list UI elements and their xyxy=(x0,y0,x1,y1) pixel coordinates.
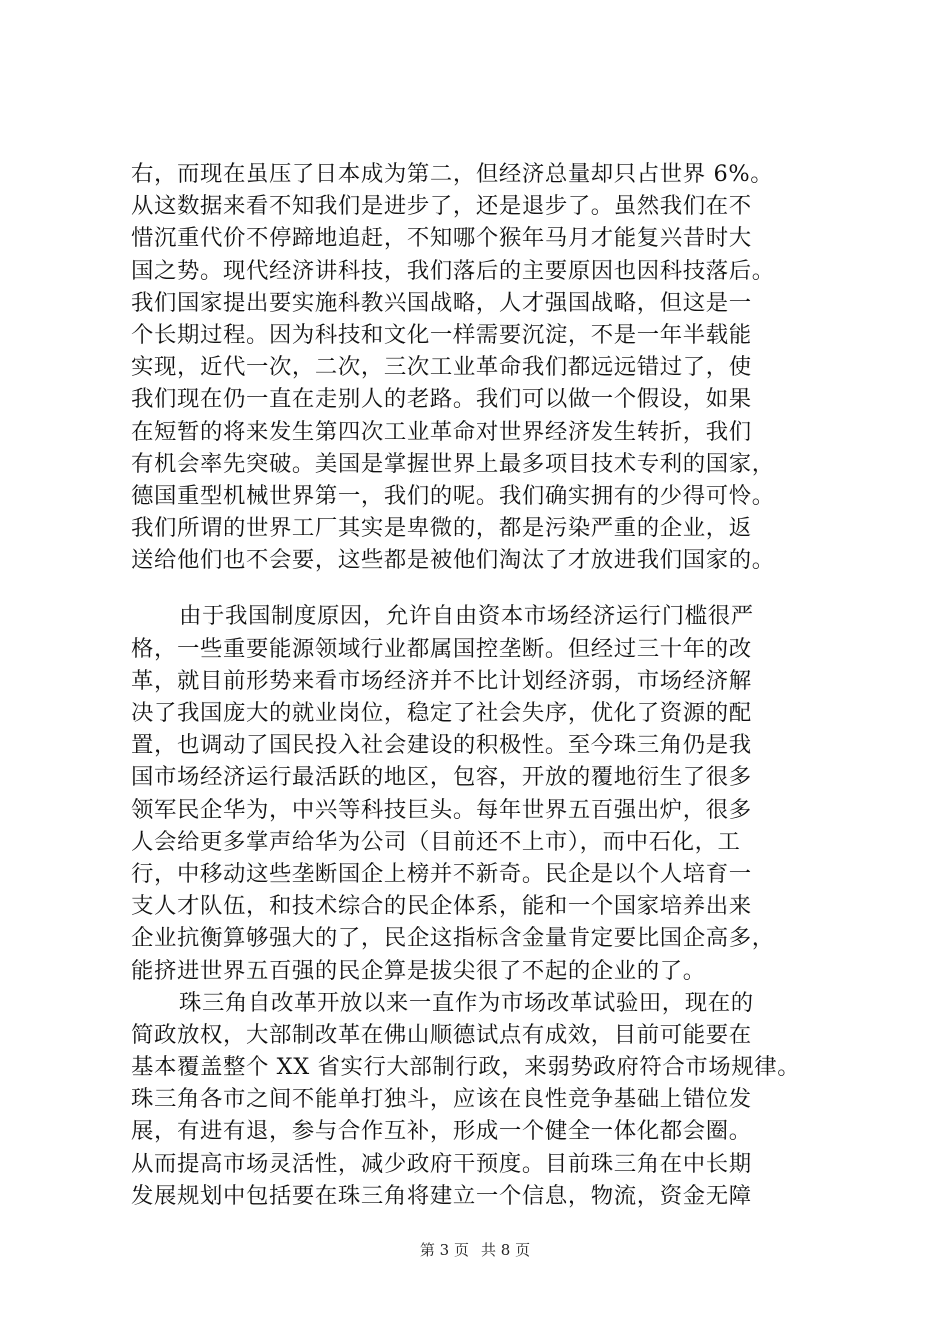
document-body xyxy=(131,158,851,1212)
text-line: 决了我国庞大的就业岗位，稳定了社会失序，优化了资源的配 xyxy=(131,700,752,726)
text-line: 珠三角自改革开放以来一直作为市场改革试验田，现在的 xyxy=(179,989,754,1016)
text-line: 德国重型机械世界第一，我们的呢。我们确实拥有的少得可怜。 xyxy=(131,482,775,509)
text-line: 人会给更多掌声给华为公司（目前还不上市），而中石化，工 xyxy=(131,828,741,855)
text-line: 企业抗衡算够强大的了，民企这指标含金量肯定要比国企高多， xyxy=(131,925,775,952)
text-line: 基本覆盖整个 XX 省实行大部制行政，来弱势政府符合市场规律。 xyxy=(131,1054,801,1081)
text-line: 国市场经济运行最活跃的地区，包容，开放的覆地衍生了很多 xyxy=(131,764,752,791)
text-line: 从而提高市场灵活性，减少政府干预度。目前珠三角在中长期 xyxy=(131,1150,752,1177)
text-line: 右，而现在虽压了日本成为第二，但经济总量却只占世界 6%。 xyxy=(131,161,774,187)
text-line: 支人才队伍，和技术综合的民企体系，能和一个国家培养出来 xyxy=(131,893,752,920)
text-line: 个长期过程。因为科技和文化一样需要沉淀，不是一年半载能 xyxy=(131,321,752,348)
text-line: 我们国家提出要实施科教兴国战略，人才强国战略，但这是一 xyxy=(131,289,752,316)
text-line: 发展规划中包括要在珠三角将建立一个信息，物流，资金无障 xyxy=(131,1182,752,1209)
text-line: 领军民企华为，中兴等科技巨头。每年世界五百强出炉，很多 xyxy=(131,796,752,823)
text-line: 在短暂的将来发生第四次工业革命对世界经济发生转折，我们 xyxy=(131,418,752,445)
text-line: 国之势。现代经济讲科技，我们落后的主要原因也因科技落后。 xyxy=(131,257,775,284)
page-number: 第 3 页 xyxy=(419,1241,469,1259)
text-line: 实现，近代一次，二次，三次工业革命我们都远远错过了，使 xyxy=(131,354,752,381)
text-line: 革，就目前形势来看市场经济并不比计划经济弱，市场经济解 xyxy=(131,667,752,694)
text-line: 我们所谓的世界工厂其实是卑微的，都是污染严重的企业，返 xyxy=(131,515,752,542)
text-line: 格，一些重要能源领域行业都属国控垄断。但经过三十年的改 xyxy=(131,635,752,662)
page-total: 共 8 页 xyxy=(481,1241,531,1259)
text-line: 展，有进有退，参与合作互补，形成一个健全一体化都会圈。 xyxy=(131,1118,752,1145)
text-line: 由于我国制度原因，允许自由资本市场经济运行门槛很严 xyxy=(179,603,754,630)
text-line: 能挤进世界五百强的民企算是拔尖很了不起的企业的了。 xyxy=(131,957,706,984)
page-footer xyxy=(0,1240,950,1260)
text-line: 行，中移动这些垄断国企上榜并不新奇。民企是以个人培育一 xyxy=(131,860,752,887)
paragraph xyxy=(131,158,851,576)
paragraph xyxy=(131,987,851,1212)
text-line: 送给他们也不会要，这些都是被他们淘汰了才放进我们国家的。 xyxy=(131,547,775,574)
text-line: 我们现在仍一直在走别人的老路。我们可以做一个假设，如果 xyxy=(131,386,752,413)
text-line: 置，也调动了国民投入社会建设的积极性。至今珠三角仍是我 xyxy=(131,732,752,759)
text-line: 从这数据来看不知我们是进步了，还是退步了。虽然我们在不 xyxy=(131,193,752,220)
text-line: 珠三角各市之间不能单打独斗，应该在良性竞争基础上错位发 xyxy=(131,1086,752,1113)
text-line: 惜沉重代价不停蹄地追赶，不知哪个猴年马月才能复兴昔时大 xyxy=(131,225,752,252)
text-line: 有机会率先突破。美国是掌握世界上最多项目技术专利的国家， xyxy=(131,450,775,477)
text-line: 简政放权，大部制改革在佛山顺德试点有成效，目前可能要在 xyxy=(131,1021,752,1048)
paragraph xyxy=(131,600,851,986)
paragraph-gap xyxy=(131,576,851,600)
